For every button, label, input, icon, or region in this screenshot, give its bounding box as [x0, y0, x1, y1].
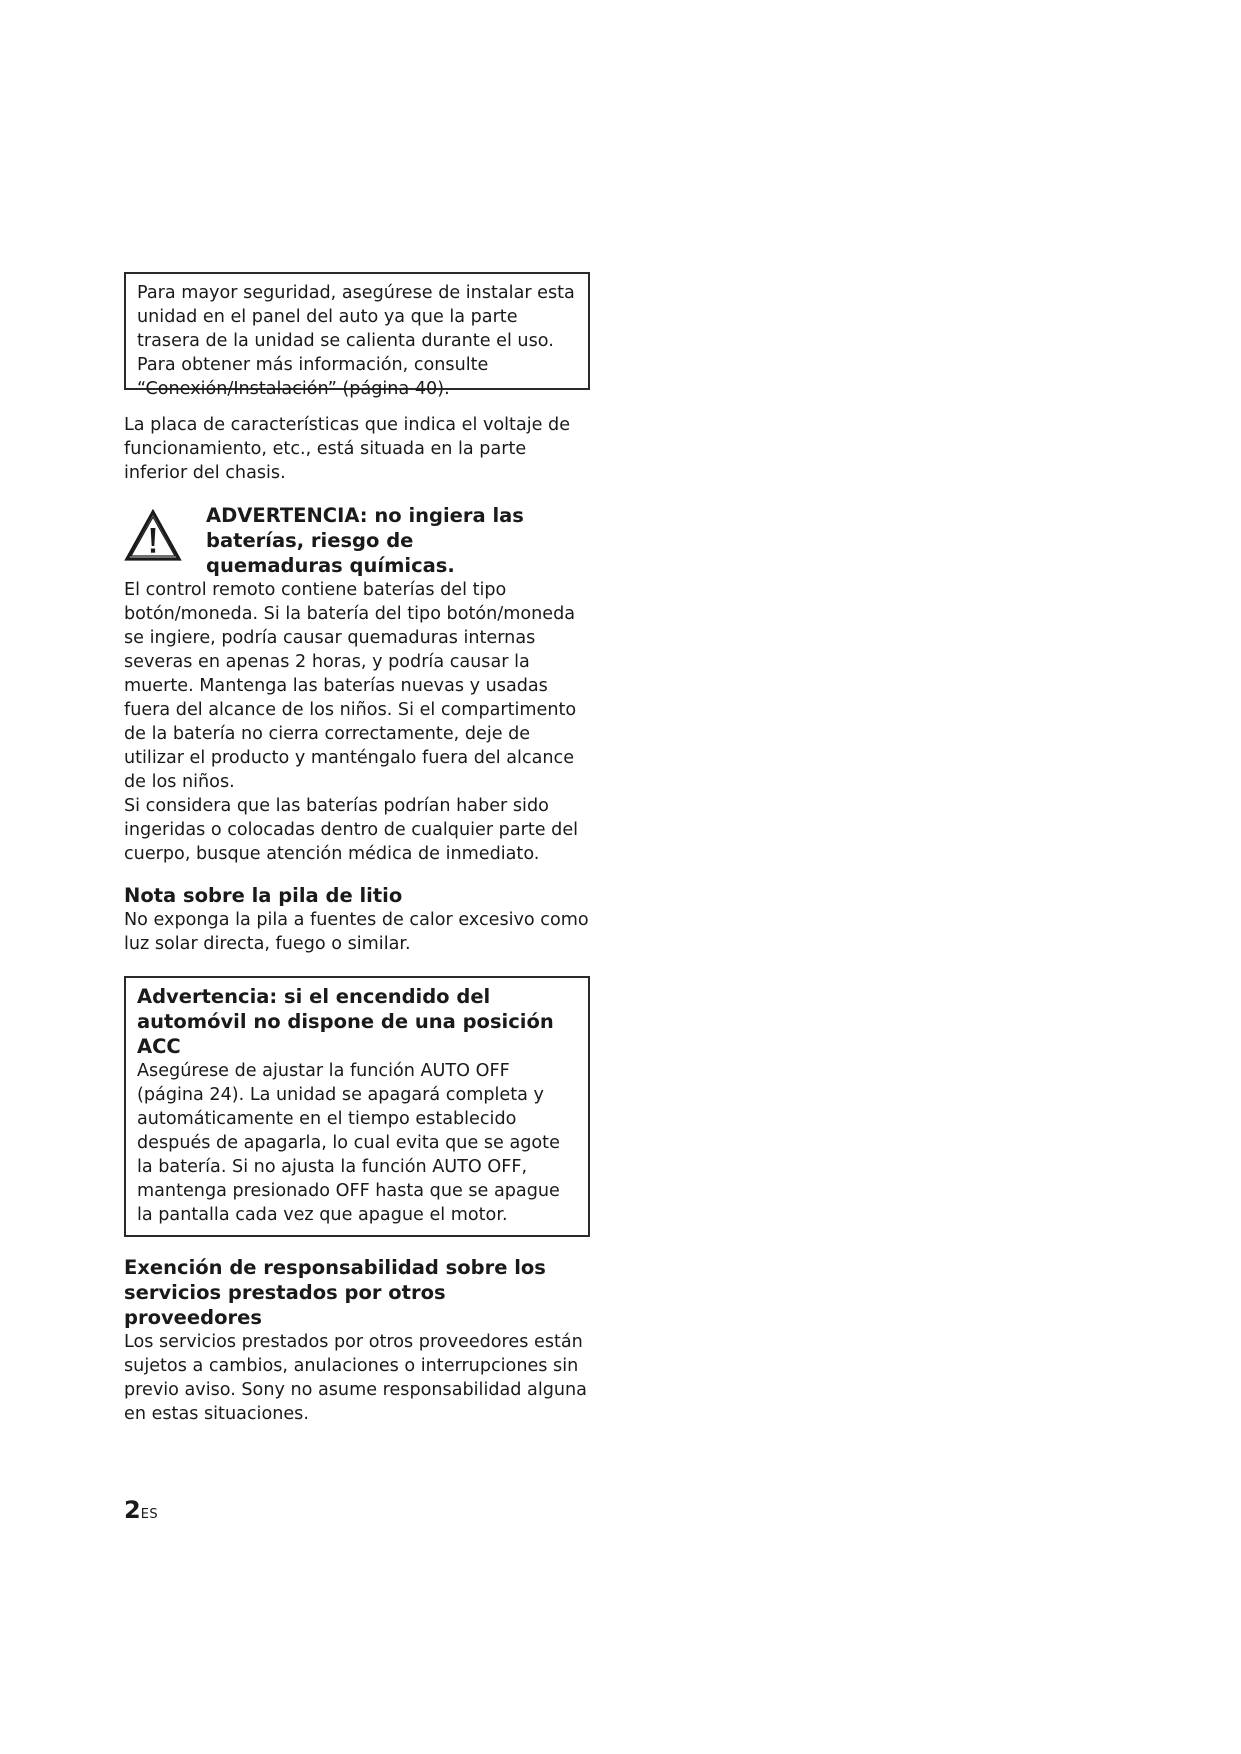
acc-warning-text: Asegúrese de ajustar la función AUTO OFF (página 24). La unidad se apagará completa y automáticamente en el tiempo establecido después de apagarla, lo cual evita que se agote la batería. Si no ajusta la función AUTO OFF, mantenga presionado OFF hasta que se apague la pantalla cada vez que apague el motor. — [137, 1061, 560, 1225]
lithium-note-section — [124, 883, 590, 956]
lithium-note-text: No exponga la pila a fuentes de calor excesivo como luz solar directa, fuego o similar. — [124, 910, 589, 954]
battery-warning-title: ADVERTENCIA: no ingiera las baterías, riesgo de quemaduras químicas. — [206, 504, 524, 577]
warning-triangle-icon — [124, 509, 182, 563]
page-content — [124, 272, 590, 1426]
acc-warning-box — [124, 976, 590, 1237]
disclaimer-heading: Exención de responsabilidad sobre los servicios prestados por otros proveedores — [124, 1256, 546, 1329]
battery-warning-paragraph-2: Si considera que las baterías podrían haber sido ingeridas o colocadas dentro de cualquier parte del cuerpo, busque atención médica de inmediato. — [124, 796, 579, 864]
battery-warning-section — [124, 503, 590, 866]
rating-plate-text: La placa de características que indica el voltaje de funcionamiento, etc., está situada en la parte inferior del chasis. — [124, 415, 571, 483]
disclaimer-text: Los servicios prestados por otros proveedores están sujetos a cambios, anulaciones o interrupciones sin previo aviso. Sony no asume responsabilidad alguna en estas situaciones. — [124, 1332, 587, 1424]
page-language-code: ES — [140, 1507, 159, 1522]
lithium-note-heading: Nota sobre la pila de litio — [124, 884, 403, 907]
page-number — [124, 1496, 158, 1524]
disclaimer-section — [124, 1255, 590, 1426]
battery-warning-paragraph-1: El control remoto contiene baterías del tipo botón/moneda. Si la batería del tipo botón/moneda se ingiere, podría causar quemaduras internas severas en apenas 2 horas, y podría causar la muerte. Mantenga las baterías nuevas y usadas fuera del alcance de los niños. Si el compartimento de la batería no cierra correctamente, deje de utilizar el producto y manténgalo fuera del alcance de los niños. — [124, 580, 577, 792]
battery-warning-header — [124, 503, 590, 578]
install-notice-text: Para mayor seguridad, asegúrese de instalar esta unidad en el panel del auto ya que la parte trasera de la unidad se calienta durante el uso. Para obtener más información, consulte “Conexión/Instalación” (página 40). — [137, 283, 575, 399]
install-notice-box — [124, 272, 590, 399]
page-number-value: 2 — [124, 1496, 141, 1524]
acc-warning-heading: Advertencia: si el encendido del automóvil no dispone de una posición ACC — [137, 985, 554, 1058]
